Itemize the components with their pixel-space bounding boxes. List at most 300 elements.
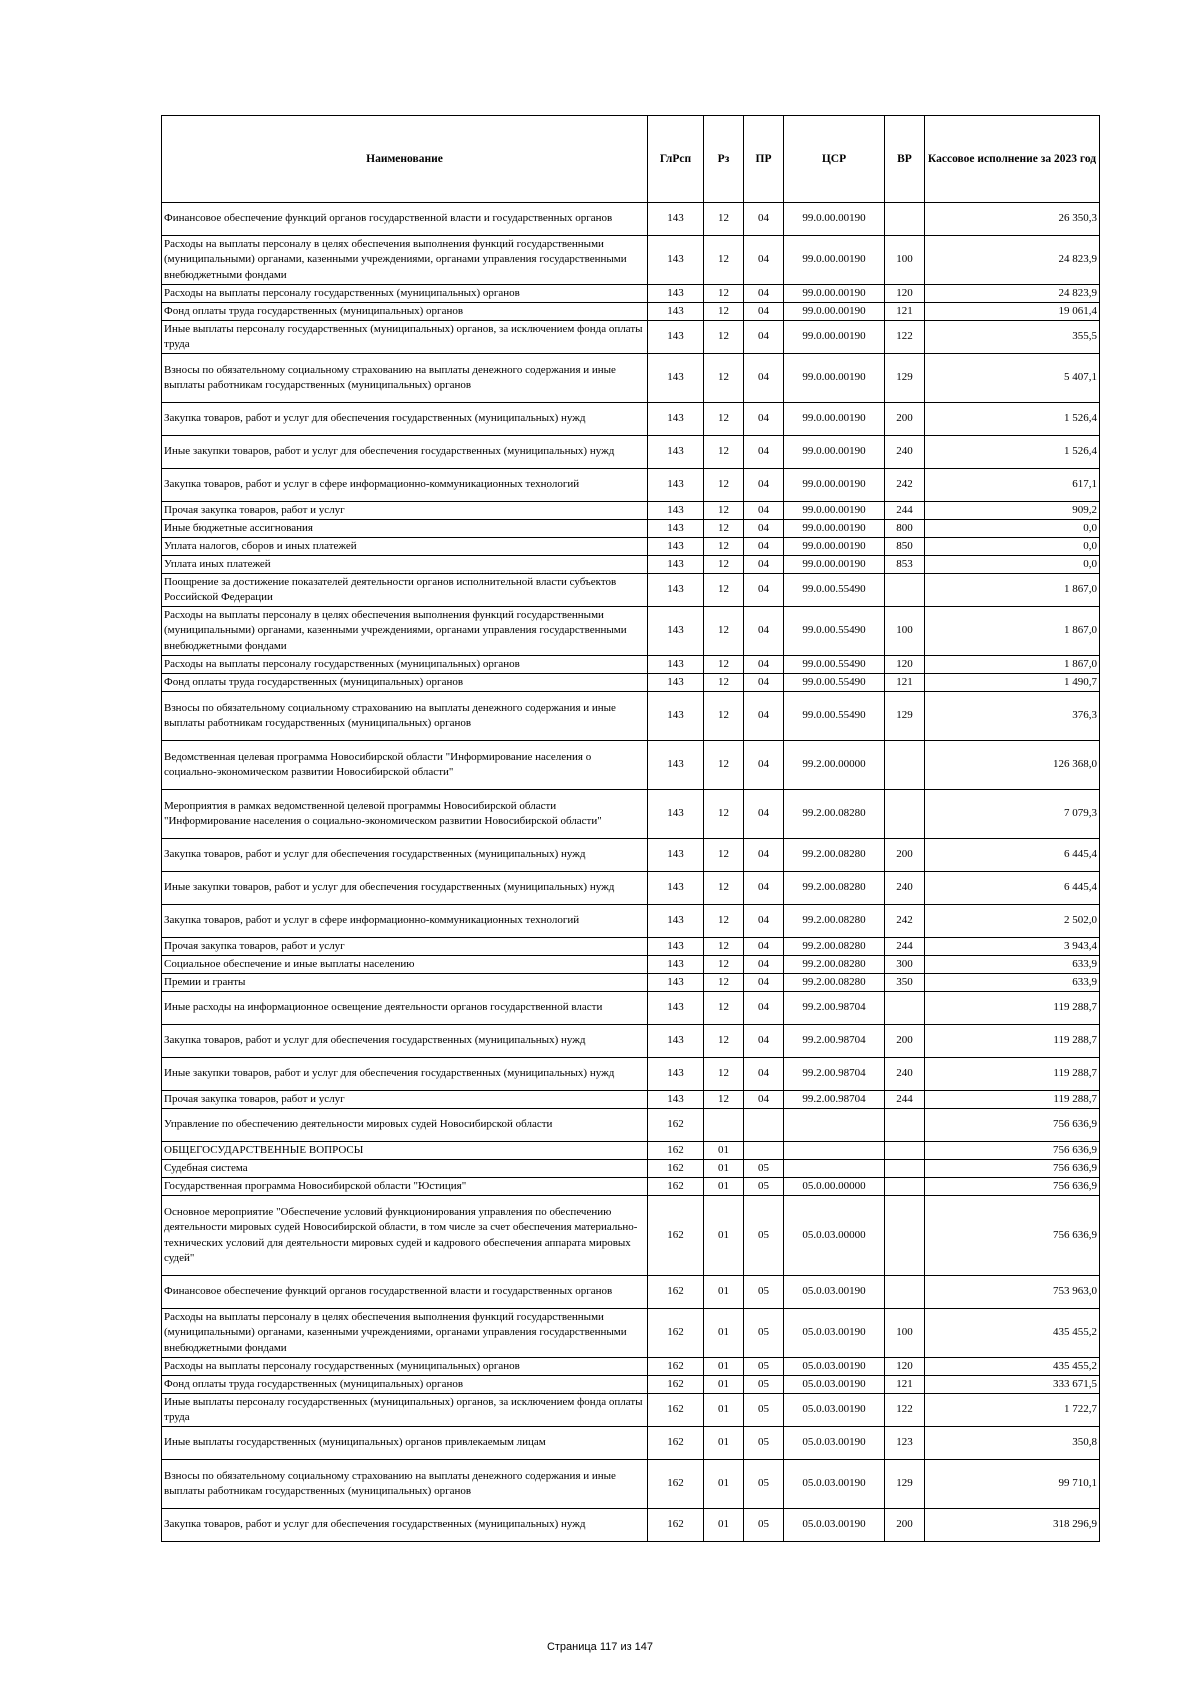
row-rz-cell: 12	[704, 1025, 744, 1058]
row-name-cell: Основное мероприятие "Обеспечение условий функционирования управления по обеспечению деятельности мировых судей Новосибирской области, в том числе за счет обеспечения материально-технических условий для деятельности мировых судей и кадрового обеспечения аппарата мировых судей"	[162, 1196, 648, 1276]
row-glrsp-cell: 162	[648, 1160, 704, 1178]
table-row	[162, 1160, 1100, 1178]
row-csr-cell: 05.0.00.00000	[784, 1178, 885, 1196]
row-amount-cell: 0,0	[925, 556, 1100, 574]
table-row	[162, 1460, 1100, 1509]
table-row	[162, 285, 1100, 303]
table-row	[162, 303, 1100, 321]
row-vr-cell: 120	[885, 285, 925, 303]
row-csr-cell: 05.0.03.00190	[784, 1358, 885, 1376]
row-pr-cell: 04	[744, 436, 784, 469]
row-glrsp-cell: 143	[648, 1091, 704, 1109]
row-pr-cell: 04	[744, 905, 784, 938]
row-amount-cell: 756 636,9	[925, 1142, 1100, 1160]
header-pr: ПР	[744, 116, 784, 203]
row-csr-cell: 05.0.03.00190	[784, 1427, 885, 1460]
row-glrsp-cell: 143	[648, 692, 704, 741]
row-rz-cell: 12	[704, 656, 744, 674]
header-name: Наименование	[162, 116, 648, 203]
row-vr-cell: 242	[885, 905, 925, 938]
row-amount-cell: 24 823,9	[925, 285, 1100, 303]
row-name-cell: Расходы на выплаты персоналу государственных (муниципальных) органов	[162, 656, 648, 674]
row-amount-cell: 355,5	[925, 321, 1100, 354]
row-rz-cell: 12	[704, 354, 744, 403]
row-csr-cell	[784, 1109, 885, 1142]
row-glrsp-cell: 143	[648, 839, 704, 872]
table-row	[162, 1309, 1100, 1358]
row-amount-cell: 617,1	[925, 469, 1100, 502]
table-row	[162, 1358, 1100, 1376]
row-pr-cell: 04	[744, 674, 784, 692]
row-name-cell: Фонд оплаты труда государственных (муниципальных) органов	[162, 303, 648, 321]
row-glrsp-cell: 143	[648, 469, 704, 502]
table-row	[162, 538, 1100, 556]
row-vr-cell: 240	[885, 1058, 925, 1091]
page-number: Страница 117 из 147	[546, 1641, 654, 1653]
row-amount-cell: 435 455,2	[925, 1358, 1100, 1376]
row-csr-cell: 99.0.00.55490	[784, 656, 885, 674]
row-amount-cell: 1 490,7	[925, 674, 1100, 692]
row-csr-cell: 99.2.00.08280	[784, 974, 885, 992]
header-glrsp: ГлРсп	[648, 116, 704, 203]
row-rz-cell: 12	[704, 741, 744, 790]
row-vr-cell: 200	[885, 839, 925, 872]
row-name-cell: Социальное обеспечение и иные выплаты населению	[162, 956, 648, 974]
row-glrsp-cell: 143	[648, 436, 704, 469]
row-vr-cell: 300	[885, 956, 925, 974]
row-csr-cell: 99.0.00.55490	[784, 692, 885, 741]
row-csr-cell: 99.0.00.00190	[784, 436, 885, 469]
row-glrsp-cell: 143	[648, 741, 704, 790]
row-vr-cell: 850	[885, 538, 925, 556]
row-rz-cell: 12	[704, 538, 744, 556]
table-row	[162, 1394, 1100, 1427]
row-rz-cell: 12	[704, 607, 744, 656]
row-vr-cell: 123	[885, 1427, 925, 1460]
table-row	[162, 556, 1100, 574]
row-name-cell: Взносы по обязательному социальному страхованию на выплаты денежного содержания и иные выплаты работникам государственных (муниципальных) органов	[162, 692, 648, 741]
row-amount-cell: 6 445,4	[925, 872, 1100, 905]
row-csr-cell: 99.0.00.00190	[784, 469, 885, 502]
row-amount-cell: 119 288,7	[925, 992, 1100, 1025]
row-vr-cell	[885, 992, 925, 1025]
row-pr-cell: 05	[744, 1376, 784, 1394]
row-name-cell: Взносы по обязательному социальному страхованию на выплаты денежного содержания и иные выплаты работникам государственных (муниципальных) органов	[162, 354, 648, 403]
row-pr-cell: 04	[744, 1091, 784, 1109]
row-amount-cell: 24 823,9	[925, 236, 1100, 285]
row-rz-cell: 01	[704, 1276, 744, 1309]
row-pr-cell: 04	[744, 974, 784, 992]
budget-table	[161, 115, 1100, 1542]
row-rz-cell: 01	[704, 1358, 744, 1376]
row-vr-cell: 100	[885, 607, 925, 656]
row-vr-cell: 121	[885, 1376, 925, 1394]
row-glrsp-cell: 143	[648, 607, 704, 656]
table-row	[162, 974, 1100, 992]
table-row	[162, 956, 1100, 974]
row-name-cell: Закупка товаров, работ и услуг для обеспечения государственных (муниципальных) нужд	[162, 839, 648, 872]
row-glrsp-cell: 143	[648, 992, 704, 1025]
row-glrsp-cell: 162	[648, 1358, 704, 1376]
row-pr-cell: 04	[744, 1025, 784, 1058]
row-csr-cell: 99.2.00.98704	[784, 1058, 885, 1091]
row-csr-cell	[784, 1160, 885, 1178]
row-glrsp-cell: 143	[648, 538, 704, 556]
table-row	[162, 1178, 1100, 1196]
row-glrsp-cell: 143	[648, 321, 704, 354]
row-amount-cell: 633,9	[925, 956, 1100, 974]
row-vr-cell: 129	[885, 692, 925, 741]
row-glrsp-cell: 162	[648, 1142, 704, 1160]
row-amount-cell: 756 636,9	[925, 1160, 1100, 1178]
table-row	[162, 1196, 1100, 1276]
row-vr-cell: 121	[885, 303, 925, 321]
row-amount-cell: 26 350,3	[925, 203, 1100, 236]
row-amount-cell: 1 867,0	[925, 656, 1100, 674]
row-amount-cell: 1 867,0	[925, 607, 1100, 656]
row-vr-cell	[885, 1109, 925, 1142]
row-glrsp-cell: 162	[648, 1309, 704, 1358]
table-row	[162, 692, 1100, 741]
table-row	[162, 1509, 1100, 1542]
row-pr-cell: 04	[744, 839, 784, 872]
row-rz-cell: 12	[704, 520, 744, 538]
row-amount-cell: 909,2	[925, 502, 1100, 520]
row-rz-cell: 01	[704, 1178, 744, 1196]
row-rz-cell: 12	[704, 872, 744, 905]
row-glrsp-cell: 143	[648, 1025, 704, 1058]
row-amount-cell: 0,0	[925, 538, 1100, 556]
row-vr-cell: 120	[885, 1358, 925, 1376]
row-rz-cell: 12	[704, 956, 744, 974]
row-vr-cell	[885, 1160, 925, 1178]
row-vr-cell	[885, 1276, 925, 1309]
row-amount-cell: 633,9	[925, 974, 1100, 992]
row-name-cell: Уплата иных платежей	[162, 556, 648, 574]
row-amount-cell: 1 722,7	[925, 1394, 1100, 1427]
row-pr-cell: 04	[744, 938, 784, 956]
row-amount-cell: 756 636,9	[925, 1109, 1100, 1142]
row-glrsp-cell: 143	[648, 285, 704, 303]
row-csr-cell: 99.2.00.98704	[784, 1091, 885, 1109]
row-pr-cell: 04	[744, 656, 784, 674]
row-csr-cell: 05.0.03.00000	[784, 1196, 885, 1276]
row-amount-cell: 19 061,4	[925, 303, 1100, 321]
row-rz-cell: 12	[704, 790, 744, 839]
row-csr-cell: 99.2.00.08280	[784, 938, 885, 956]
row-name-cell: Финансовое обеспечение функций органов государственной власти и государственных органов	[162, 1276, 648, 1309]
table-row	[162, 1025, 1100, 1058]
row-name-cell: Расходы на выплаты персоналу в целях обеспечения выполнения функций государственными (муниципальными) органами, казенными учреждениями, органами управления государственными внебюджетными фондами	[162, 236, 648, 285]
row-pr-cell: 04	[744, 502, 784, 520]
table-row	[162, 905, 1100, 938]
row-rz-cell: 12	[704, 436, 744, 469]
row-name-cell: Иные закупки товаров, работ и услуг для обеспечения государственных (муниципальных) нужд	[162, 436, 648, 469]
row-name-cell: Фонд оплаты труда государственных (муниципальных) органов	[162, 1376, 648, 1394]
row-csr-cell: 05.0.03.00190	[784, 1509, 885, 1542]
row-pr-cell: 04	[744, 992, 784, 1025]
row-glrsp-cell: 162	[648, 1394, 704, 1427]
row-rz-cell: 01	[704, 1427, 744, 1460]
row-csr-cell: 05.0.03.00190	[784, 1276, 885, 1309]
row-amount-cell: 753 963,0	[925, 1276, 1100, 1309]
row-name-cell: Иные выплаты персоналу государственных (муниципальных) органов, за исключением фонда оплаты труда	[162, 321, 648, 354]
row-csr-cell: 99.2.00.08280	[784, 905, 885, 938]
row-glrsp-cell: 162	[648, 1178, 704, 1196]
row-amount-cell: 318 296,9	[925, 1509, 1100, 1542]
row-name-cell: Финансовое обеспечение функций органов государственной власти и государственных органов	[162, 203, 648, 236]
table-row	[162, 520, 1100, 538]
table-row	[162, 1376, 1100, 1394]
row-rz-cell: 01	[704, 1460, 744, 1509]
row-glrsp-cell: 162	[648, 1460, 704, 1509]
row-csr-cell: 99.2.00.08280	[784, 839, 885, 872]
row-amount-cell: 1 526,4	[925, 436, 1100, 469]
table-row	[162, 839, 1100, 872]
table-row	[162, 436, 1100, 469]
row-vr-cell: 240	[885, 872, 925, 905]
row-vr-cell	[885, 1178, 925, 1196]
row-vr-cell	[885, 790, 925, 839]
row-vr-cell: 129	[885, 354, 925, 403]
row-glrsp-cell: 143	[648, 974, 704, 992]
row-pr-cell: 05	[744, 1276, 784, 1309]
row-pr-cell: 04	[744, 872, 784, 905]
row-name-cell: Иные выплаты персоналу государственных (муниципальных) органов, за исключением фонда оплаты труда	[162, 1394, 648, 1427]
row-csr-cell: 05.0.03.00190	[784, 1309, 885, 1358]
row-glrsp-cell: 143	[648, 1058, 704, 1091]
row-pr-cell: 04	[744, 403, 784, 436]
table-row	[162, 1058, 1100, 1091]
row-name-cell: Управление по обеспечению деятельности мировых судей Новосибирской области	[162, 1109, 648, 1142]
table-row	[162, 790, 1100, 839]
row-rz-cell: 12	[704, 303, 744, 321]
row-csr-cell	[784, 1142, 885, 1160]
row-name-cell: Поощрение за достижение показателей деятельности органов исполнительной власти субъектов Российской Федерации	[162, 574, 648, 607]
row-rz-cell: 01	[704, 1160, 744, 1178]
row-pr-cell: 04	[744, 321, 784, 354]
row-name-cell: Взносы по обязательному социальному страхованию на выплаты денежного содержания и иные выплаты работникам государственных (муниципальных) органов	[162, 1460, 648, 1509]
table-row	[162, 938, 1100, 956]
table-row	[162, 469, 1100, 502]
row-rz-cell: 12	[704, 502, 744, 520]
row-csr-cell: 99.2.00.98704	[784, 992, 885, 1025]
row-vr-cell: 122	[885, 321, 925, 354]
row-amount-cell: 7 079,3	[925, 790, 1100, 839]
row-csr-cell: 05.0.03.00190	[784, 1394, 885, 1427]
row-rz-cell	[704, 1109, 744, 1142]
row-glrsp-cell: 143	[648, 236, 704, 285]
row-glrsp-cell: 143	[648, 956, 704, 974]
header-vr: ВР	[885, 116, 925, 203]
row-glrsp-cell: 143	[648, 938, 704, 956]
row-rz-cell: 12	[704, 321, 744, 354]
row-glrsp-cell: 162	[648, 1109, 704, 1142]
row-vr-cell: 200	[885, 1509, 925, 1542]
row-name-cell: Расходы на выплаты персоналу государственных (муниципальных) органов	[162, 285, 648, 303]
row-name-cell: Закупка товаров, работ и услуг для обеспечения государственных (муниципальных) нужд	[162, 1509, 648, 1542]
row-vr-cell: 121	[885, 674, 925, 692]
row-vr-cell: 244	[885, 502, 925, 520]
header-row	[162, 116, 1100, 203]
row-name-cell: Расходы на выплаты персоналу в целях обеспечения выполнения функций государственными (муниципальными) органами, казенными учреждениями, органами управления государственными внебюджетными фондами	[162, 1309, 648, 1358]
row-glrsp-cell: 143	[648, 556, 704, 574]
row-csr-cell: 99.0.00.00190	[784, 303, 885, 321]
row-name-cell: Фонд оплаты труда государственных (муниципальных) органов	[162, 674, 648, 692]
row-csr-cell: 99.0.00.00190	[784, 321, 885, 354]
table-row	[162, 656, 1100, 674]
row-vr-cell: 100	[885, 1309, 925, 1358]
row-csr-cell: 99.2.00.08280	[784, 956, 885, 974]
row-glrsp-cell: 143	[648, 502, 704, 520]
row-rz-cell: 01	[704, 1394, 744, 1427]
table-row	[162, 1427, 1100, 1460]
table-row	[162, 741, 1100, 790]
row-amount-cell: 3 943,4	[925, 938, 1100, 956]
row-rz-cell: 12	[704, 905, 744, 938]
row-name-cell: Премии и гранты	[162, 974, 648, 992]
row-rz-cell: 12	[704, 403, 744, 436]
row-pr-cell: 04	[744, 790, 784, 839]
row-name-cell: Иные расходы на информационное освещение деятельности органов государственной власти	[162, 992, 648, 1025]
row-csr-cell: 99.2.00.08280	[784, 790, 885, 839]
row-pr-cell: 04	[744, 236, 784, 285]
row-vr-cell	[885, 574, 925, 607]
row-pr-cell: 04	[744, 556, 784, 574]
row-vr-cell: 350	[885, 974, 925, 992]
row-pr-cell: 05	[744, 1460, 784, 1509]
table-row	[162, 1109, 1100, 1142]
row-vr-cell: 100	[885, 236, 925, 285]
row-amount-cell: 119 288,7	[925, 1025, 1100, 1058]
row-csr-cell: 99.0.00.00190	[784, 354, 885, 403]
table-row	[162, 607, 1100, 656]
row-csr-cell: 99.0.00.55490	[784, 607, 885, 656]
row-pr-cell: 04	[744, 354, 784, 403]
row-rz-cell: 12	[704, 203, 744, 236]
table-row	[162, 236, 1100, 285]
row-glrsp-cell: 143	[648, 674, 704, 692]
row-glrsp-cell: 143	[648, 303, 704, 321]
row-glrsp-cell: 162	[648, 1427, 704, 1460]
row-rz-cell: 12	[704, 469, 744, 502]
row-name-cell: Закупка товаров, работ и услуг в сфере информационно-коммуникационных технологий	[162, 469, 648, 502]
row-pr-cell: 04	[744, 285, 784, 303]
table-row	[162, 1091, 1100, 1109]
row-csr-cell: 99.0.00.55490	[784, 674, 885, 692]
row-amount-cell: 1 526,4	[925, 403, 1100, 436]
row-glrsp-cell: 162	[648, 1276, 704, 1309]
table-row	[162, 203, 1100, 236]
row-name-cell: Прочая закупка товаров, работ и услуг	[162, 502, 648, 520]
row-glrsp-cell: 143	[648, 905, 704, 938]
row-csr-cell: 99.0.00.00190	[784, 520, 885, 538]
table-row	[162, 321, 1100, 354]
row-name-cell: Уплата налогов, сборов и иных платежей	[162, 538, 648, 556]
row-amount-cell: 350,8	[925, 1427, 1100, 1460]
row-rz-cell: 01	[704, 1376, 744, 1394]
row-pr-cell: 04	[744, 574, 784, 607]
table-row	[162, 574, 1100, 607]
row-pr-cell: 04	[744, 203, 784, 236]
row-name-cell: Иные бюджетные ассигнования	[162, 520, 648, 538]
row-pr-cell: 05	[744, 1178, 784, 1196]
row-name-cell: Прочая закупка товаров, работ и услуг	[162, 1091, 648, 1109]
table-row	[162, 354, 1100, 403]
row-rz-cell: 12	[704, 574, 744, 607]
row-vr-cell: 200	[885, 1025, 925, 1058]
row-name-cell: Расходы на выплаты персоналу в целях обеспечения выполнения функций государственными (муниципальными) органами, казенными учреждениями, органами управления государственными внебюджетными фондами	[162, 607, 648, 656]
row-amount-cell: 376,3	[925, 692, 1100, 741]
row-amount-cell: 5 407,1	[925, 354, 1100, 403]
row-csr-cell: 99.0.00.55490	[784, 574, 885, 607]
row-rz-cell: 12	[704, 1058, 744, 1091]
row-vr-cell: 242	[885, 469, 925, 502]
row-glrsp-cell: 143	[648, 872, 704, 905]
table-row	[162, 992, 1100, 1025]
row-rz-cell: 01	[704, 1309, 744, 1358]
row-amount-cell: 2 502,0	[925, 905, 1100, 938]
table-row	[162, 502, 1100, 520]
row-name-cell: Расходы на выплаты персоналу государственных (муниципальных) органов	[162, 1358, 648, 1376]
row-amount-cell: 756 636,9	[925, 1178, 1100, 1196]
row-amount-cell: 99 710,1	[925, 1460, 1100, 1509]
row-name-cell: Закупка товаров, работ и услуг для обеспечения государственных (муниципальных) нужд	[162, 1025, 648, 1058]
row-glrsp-cell: 143	[648, 403, 704, 436]
row-pr-cell: 05	[744, 1309, 784, 1358]
row-amount-cell: 756 636,9	[925, 1196, 1100, 1276]
row-pr-cell: 04	[744, 741, 784, 790]
row-pr-cell	[744, 1109, 784, 1142]
row-glrsp-cell: 162	[648, 1509, 704, 1542]
row-vr-cell	[885, 1196, 925, 1276]
row-name-cell: Ведомственная целевая программа Новосибирской области "Информирование населения о социально-экономическом развитии Новосибирской области"	[162, 741, 648, 790]
row-pr-cell: 05	[744, 1160, 784, 1178]
row-pr-cell: 04	[744, 520, 784, 538]
row-vr-cell: 129	[885, 1460, 925, 1509]
row-amount-cell: 119 288,7	[925, 1091, 1100, 1109]
row-rz-cell: 12	[704, 992, 744, 1025]
row-name-cell: Государственная программа Новосибирской области "Юстиция"	[162, 1178, 648, 1196]
row-vr-cell: 240	[885, 436, 925, 469]
row-name-cell: Закупка товаров, работ и услуг в сфере информационно-коммуникационных технологий	[162, 905, 648, 938]
row-vr-cell	[885, 203, 925, 236]
row-vr-cell: 244	[885, 938, 925, 956]
row-rz-cell: 12	[704, 556, 744, 574]
header-amount: Кассовое исполнение за 2023 год	[925, 116, 1100, 203]
row-csr-cell: 99.2.00.98704	[784, 1025, 885, 1058]
row-rz-cell: 01	[704, 1509, 744, 1542]
row-amount-cell: 6 445,4	[925, 839, 1100, 872]
row-csr-cell: 99.2.00.00000	[784, 741, 885, 790]
row-name-cell: ОБЩЕГОСУДАРСТВЕННЫЕ ВОПРОСЫ	[162, 1142, 648, 1160]
row-pr-cell	[744, 1142, 784, 1160]
row-csr-cell: 99.0.00.00190	[784, 236, 885, 285]
row-pr-cell: 04	[744, 692, 784, 741]
row-rz-cell: 12	[704, 974, 744, 992]
table-row	[162, 872, 1100, 905]
row-amount-cell: 1 867,0	[925, 574, 1100, 607]
row-vr-cell: 122	[885, 1394, 925, 1427]
row-pr-cell: 05	[744, 1394, 784, 1427]
row-csr-cell: 99.0.00.00190	[784, 556, 885, 574]
row-name-cell: Иные закупки товаров, работ и услуг для обеспечения государственных (муниципальных) нужд	[162, 872, 648, 905]
row-pr-cell: 05	[744, 1509, 784, 1542]
row-vr-cell: 800	[885, 520, 925, 538]
table-row	[162, 403, 1100, 436]
row-pr-cell: 04	[744, 538, 784, 556]
row-rz-cell: 12	[704, 674, 744, 692]
